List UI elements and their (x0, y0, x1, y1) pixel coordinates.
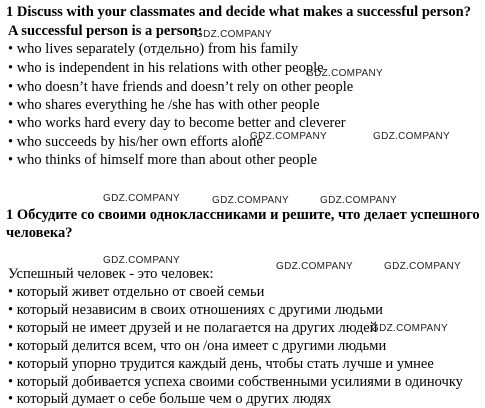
watermark: GDZ.COMPANY (103, 193, 181, 204)
russian-item-1: • который живет отдельно от своей семьи (8, 284, 265, 300)
english-item-5: • who works hard every day to become better and cleverer (8, 115, 346, 131)
watermark: GDZ.COMPANY (320, 195, 398, 206)
russian-item-3: • который не имеет друзей и не полагается на других людей (8, 320, 378, 336)
russian-item-5: • который упорно трудится каждый день, чтобы стать лучше и умнее (8, 356, 434, 372)
watermark: GDZ.COMPANY (371, 323, 449, 334)
watermark: GDZ.COMPANY (373, 131, 451, 142)
russian-item-4: • который делится всем, что он /она имеет с другими людьми (8, 338, 387, 354)
watermark: GDZ.COMPANY (306, 68, 384, 79)
russian-subheading: Успешный человек - это человек: (8, 266, 214, 282)
english-item-7: • who thinks of himself more than about other people (8, 152, 318, 168)
english-item-6: • who succeeds by his/her own efforts alone (8, 134, 263, 150)
russian-item-6: • который добивается успеха своими собственными усилиями в одиночку (8, 374, 463, 390)
english-subheading: A successful person is a person: (8, 23, 203, 39)
watermark: GDZ.COMPANY (195, 29, 273, 40)
russian-item-2: • который независим в своих отношениях с другими людьми (8, 302, 383, 318)
english-item-3: • who doesn’t have friends and doesn’t rely on other people (8, 79, 354, 95)
russian-heading-line-1: 1 Обсудите со своими одноклассниками и решите, что делает успешного (6, 207, 480, 223)
english-item-1: • who lives separately (отдельно) from his family (8, 41, 299, 57)
watermark: GDZ.COMPANY (250, 131, 328, 142)
english-heading: 1 Discuss with your classmates and decide what makes a successful person? (6, 4, 471, 20)
russian-item-7: • который думает о себе больше чем о других людях (8, 391, 332, 407)
english-item-2: • who is independent in his relations with other people (8, 60, 324, 76)
english-item-4: • who shares everything he /she has with other people (8, 97, 320, 113)
watermark: GDZ.COMPANY (212, 195, 290, 206)
watermark: GDZ.COMPANY (276, 261, 354, 272)
watermark: GDZ.COMPANY (103, 255, 181, 266)
russian-heading-line-2: человека? (6, 225, 73, 241)
watermark: GDZ.COMPANY (384, 261, 462, 272)
